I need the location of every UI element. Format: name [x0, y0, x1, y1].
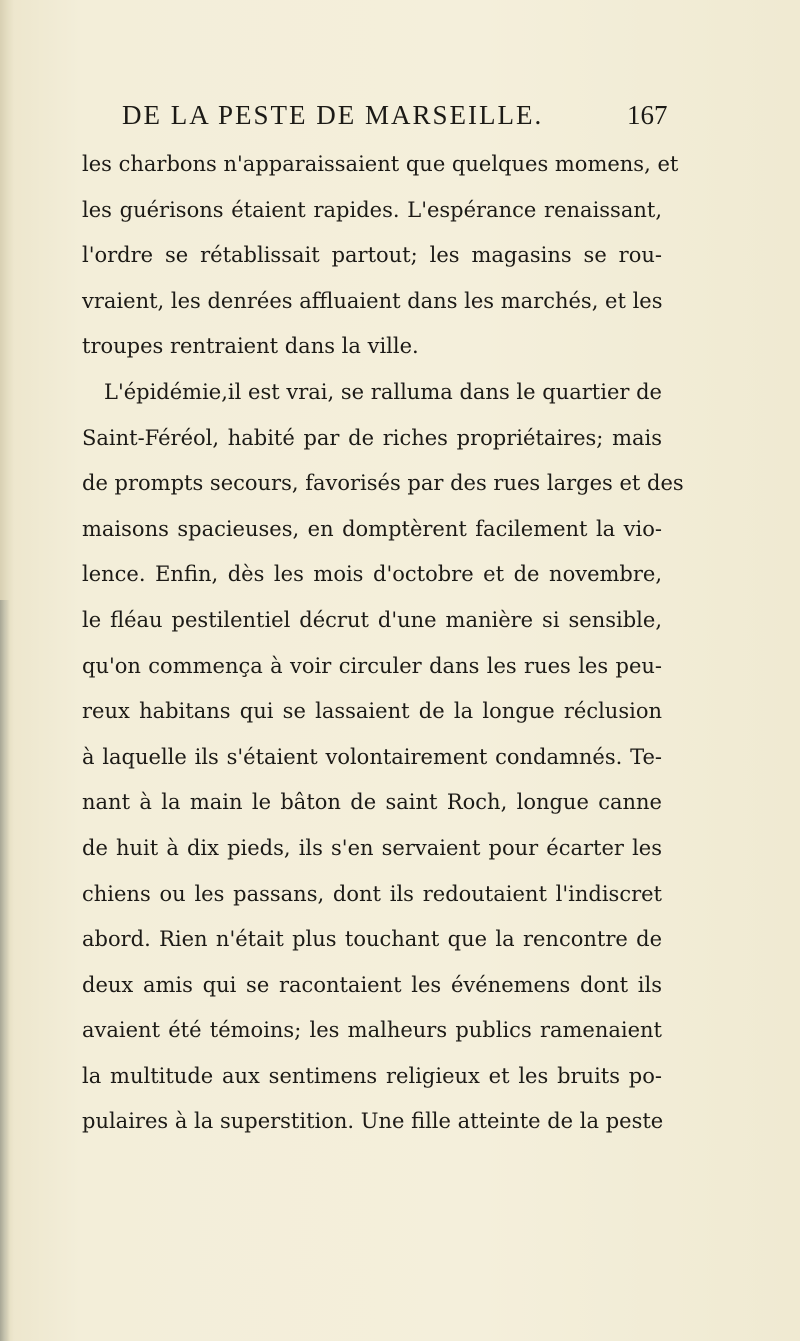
text-line: L'épidémie,il est vrai, se ralluma dans le quartier de [104, 379, 662, 404]
text-line: à laquelle ils s'étaient volontairement condamnés. Te- [82, 744, 662, 769]
text-line: de huit à dix pieds, ils s'en servaient pour écarter les [82, 835, 662, 860]
text-line: deux amis qui se racontaient les événemens dont ils [82, 972, 662, 997]
text-line: Saint-Féréol, habité par de riches propriétaires; mais [82, 425, 662, 450]
running-title: DE LA PESTE DE MARSEILLE. [122, 100, 544, 130]
text-line: reux habitans qui se lassaient de la longue réclusion [82, 699, 662, 724]
text-line: avaient été témoins; les malheurs publics ramenaient [82, 1018, 662, 1043]
text-line: lence. Enfin, dès les mois d'octobre et de novembre, [82, 562, 662, 587]
text-line: abord. Rien n'était plus touchant que la rencontre de [82, 927, 662, 952]
text-line: troupes rentraient dans la ville. [82, 334, 419, 359]
page-number: 167 [627, 100, 668, 130]
text-line: de prompts secours, favorisés par des rues larges et des [82, 471, 684, 496]
binding-shadow [0, 600, 10, 1341]
text-line: vraient, les denrées affluaient dans les marchés, et les [82, 288, 663, 313]
running-head [122, 100, 668, 136]
text-line: pulaires à la superstition. Une fille atteinte de la peste [82, 1109, 664, 1134]
body-text [82, 142, 684, 1145]
text-line: l'ordre se rétablissait partout; les magasins se rou- [82, 243, 662, 268]
text-line: la multitude aux sentimens religieux et les bruits po- [82, 1063, 662, 1088]
text-line: nant à la main le bâton de saint Roch, longue canne [82, 790, 662, 815]
text-line: le fléau pestilentiel décrut d'une manière si sensible, [82, 607, 662, 632]
text-line: les guérisons étaient rapides. L'espérance renaissant, [82, 197, 662, 222]
text-line: les charbons n'apparaissaient que quelques momens, et [82, 152, 679, 176]
text-line: qu'on commença à voir circuler dans les rues les peu- [82, 653, 662, 678]
text-line: maisons spacieuses, en domptèrent facilement la vio- [82, 516, 662, 541]
text-line: chiens ou les passans, dont ils redoutaient l'indiscret [82, 881, 662, 906]
